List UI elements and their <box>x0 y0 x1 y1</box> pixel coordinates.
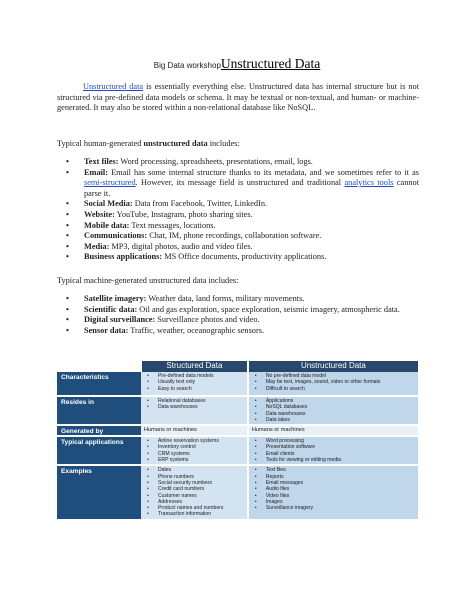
list-item: • Digital surveillance: Surveillance photos and video. <box>66 315 260 325</box>
item-label: Satellite imagery: <box>84 294 147 303</box>
semi-structured-link[interactable]: semi-structured <box>84 178 136 188</box>
table-cell-item: • Text files <box>254 467 286 474</box>
item-text: Oil and gas exploration, space exploration, seismic imagery, atmospheric data. <box>137 304 400 314</box>
item-text: Traffic, weather, oceanographic sensors. <box>128 325 265 335</box>
analytics-tools-link[interactable]: analytics tools <box>344 178 394 188</box>
cell-structured <box>141 396 248 425</box>
machine-list <box>57 294 419 336</box>
table-cell-item: • Pre-defined data models <box>147 373 214 379</box>
cell-unstructured <box>248 436 419 465</box>
table-cell-item: • Usually text only <box>147 379 196 386</box>
table-cell-item: • No pre-defined data model <box>254 373 327 379</box>
table-cell-item: • Data warehouses <box>254 410 306 417</box>
item-label: Digital surveillance: <box>84 315 156 325</box>
item-text: Weather data, land forms, military movements. <box>146 294 305 303</box>
table-cell-item: • Images <box>254 498 283 505</box>
row-label: Examples <box>57 465 141 519</box>
item-label: Sensor data: <box>84 325 129 335</box>
table-row <box>57 465 419 519</box>
list-item: • Email: Email has some internal structure thanks to its metadata, and we sometimes refer to it as semi-structured. However, its message field is unstructured and traditional analytics tools cannot parse it. <box>66 167 419 198</box>
table-cell-item: • Reports <box>254 473 284 480</box>
table-cell-item: • Word processing <box>254 438 304 445</box>
item-text: . However, its message field is unstructured and traditional <box>135 178 345 188</box>
cell-structured: Humans or machines <box>141 425 248 436</box>
row-label: Typical applications <box>57 436 141 465</box>
table-cell-item: • NoSQL databases <box>254 404 308 411</box>
column-header-structured: Structured Data <box>141 361 248 372</box>
list-item: • Social Media: Data from Facebook, Twitter, LinkedIn. <box>66 199 268 209</box>
item-text: Surveillance photos and video. <box>155 315 260 325</box>
human-heading-pre: Typical human-generated <box>57 139 144 148</box>
table-cell-item: • ERP systems <box>147 457 189 464</box>
title-row <box>0 55 474 73</box>
item-text: Word processing, spreadsheets, presentations, email, logs. <box>118 157 313 166</box>
item-text: Text messages, locations. <box>129 220 216 230</box>
table-cell-item: • Email clients <box>254 450 295 457</box>
item-label: Website: <box>84 209 115 219</box>
item-text: Data from Facebook, Twitter, LinkedIn. <box>132 199 268 209</box>
list-item: • Website: YouTube, Instagram, photo sharing sites. <box>66 209 253 219</box>
human-heading-post: includes: <box>207 139 240 148</box>
table-cell-item: • Transaction information <box>147 511 212 518</box>
list-item: • Satellite imagery: Weather data, land forms, military movements. <box>66 294 305 303</box>
table-cell-item: • Email messages <box>254 479 304 486</box>
table-cell-item: • Tools for viewing or editing media <box>254 457 342 464</box>
human-heading-bold: unstructured data <box>143 139 208 148</box>
item-label: Text files: <box>84 157 119 166</box>
table-cell-item: • Phone numbers <box>147 473 194 480</box>
item-text: Email has some internal structure thanks to its metadata, and we sometimes refer to it as <box>107 167 419 177</box>
item-label: Social Media: <box>84 199 133 209</box>
table-cell-item: • Video files <box>254 492 290 499</box>
list-item: • Business applications: MS Office documents, productivity applications. <box>66 252 327 262</box>
item-label: Email: <box>84 167 108 177</box>
table-cell-item: • Addresses <box>147 498 183 505</box>
list-item: • Mobile data: Text messages, locations. <box>66 220 216 230</box>
table-cell-item: • Data warehouses <box>147 404 198 411</box>
table-cell-item: • Inventory control <box>147 444 196 451</box>
table-cell-item: • Customer names <box>147 492 197 499</box>
cell-structured <box>141 372 248 396</box>
table-cell-item: • Credit card numbers <box>147 486 205 493</box>
list-item: • Media: MP3, digital photos, audio and video files. <box>66 241 253 251</box>
table-cell-item: • Easy to search <box>147 385 192 392</box>
page-title: Unstructured Data <box>220 56 321 71</box>
table-cell-item: • Surveillance imagery <box>254 505 314 512</box>
row-label: Characteristics <box>57 372 141 396</box>
item-text: Chat, IM, phone recordings, collaboration software. <box>147 231 322 241</box>
item-label: Scientific data: <box>84 304 138 314</box>
cell-structured <box>141 465 248 519</box>
cell-unstructured <box>248 465 419 519</box>
cell-unstructured <box>248 372 419 396</box>
workshop-label: Big Data workshop <box>153 61 221 70</box>
table-cell-item: • Airline reservation systems <box>147 438 219 445</box>
item-label: Mobile data: <box>84 220 130 230</box>
table-cell-item: • CRM systems <box>147 450 190 457</box>
cell-unstructured <box>248 396 419 425</box>
list-item: • Sensor data: Traffic, weather, oceanographic sensors. <box>66 325 265 335</box>
item-label: Communications: <box>84 231 148 241</box>
row-label: Generated by <box>57 425 141 436</box>
intro-text: is essentially everything else. Unstructured data has internal structure but is not structured via pre-defined data models or schema. It may be textual or non-textual, and human- or machine-generated. It may also be stored within a non-relational database like NoSQL. <box>57 82 419 113</box>
table-cell-item: • Relational databases <box>147 398 206 404</box>
column-header-unstructured: Unstructured Data <box>248 361 419 372</box>
item-text: cannot parse it. <box>84 178 419 198</box>
table-cell-item: • Data lakes <box>254 416 290 423</box>
cell-unstructured: Humans or machines <box>248 425 419 436</box>
table-row <box>57 396 419 425</box>
table-row <box>57 436 419 465</box>
table-cell-item: • Audio files <box>254 486 290 493</box>
human-list <box>57 157 419 263</box>
table-cell-item: • Presentation software <box>254 444 316 451</box>
corner-cell <box>57 361 141 372</box>
intro-paragraph <box>57 82 419 114</box>
table-cell-item: • Product names and numbers <box>147 505 224 512</box>
table-cell-item: • Difficult to search <box>254 385 305 392</box>
table-header-row <box>57 361 419 372</box>
item-label: Business applications: <box>84 252 163 262</box>
item-text: MS Office documents, productivity applications. <box>162 252 327 262</box>
cell-structured <box>141 436 248 465</box>
table-cell-item: • Dates <box>147 467 172 474</box>
human-heading <box>57 139 240 148</box>
table-row <box>57 372 419 396</box>
table-cell-item: • Social security numbers <box>147 479 213 486</box>
table-row <box>57 425 419 436</box>
machine-heading: Typical machine-generated unstructured data includes: <box>57 276 239 285</box>
intro-link[interactable]: Unstructured data <box>83 82 144 91</box>
table-cell-item: • Applications <box>254 398 294 404</box>
table-cell-item: • May be text, images, sound, video or other formats <box>254 379 381 386</box>
row-label: Resides in <box>57 396 141 425</box>
item-label: Media: <box>84 241 110 251</box>
comparison-table <box>57 361 420 521</box>
item-text: YouTube, Instagram, photo sharing sites. <box>114 209 253 219</box>
list-item: • Text files: Word processing, spreadsheets, presentations, email, logs. <box>66 157 313 166</box>
item-text: MP3, digital photos, audio and video files. <box>109 241 253 251</box>
list-item: • Scientific data: Oil and gas exploration, space exploration, seismic imagery, atmospheric data. <box>66 304 400 314</box>
list-item: • Communications: Chat, IM, phone recordings, collaboration software. <box>66 231 322 241</box>
